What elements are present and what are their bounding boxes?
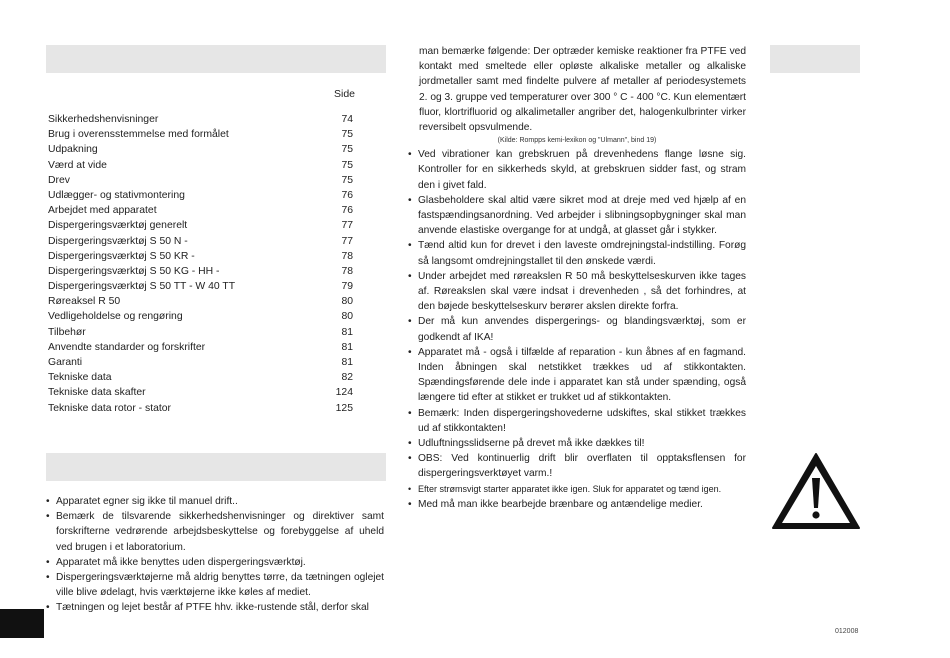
table-of-contents [48,112,353,416]
toc-page-header: Side [333,88,355,100]
left-safety-list [46,494,384,616]
bullet-item [46,600,384,615]
bullet-icon: • [408,194,412,206]
toc-label: Dispergeringsværktøj S 50 KG - HH - [48,265,220,277]
bullet-text: Apparatet må - også i tilfælde af reparation - kun åbnes af en fagmand. Inden åbningen skal netstikket trækkes ud af stikkontakten. Spændingsførende dele inde i apparatet kan stå under spænding, også længere tid efter at stikket er trukket ud af stikkontakten. [418,346,746,404]
toc-row [48,401,353,416]
toc-label: Dispergeringsværktøj S 50 KR - [48,250,195,262]
toc-label: Udpakning [48,144,98,156]
toc-row [48,249,353,264]
bullet-item [408,147,746,193]
toc-page: 82 [341,372,353,384]
bullet-text: Bemærk: Inden dispergeringshovederne udskiftes, skal stikket trækkes ud af stikkontakten! [418,407,746,434]
toc-row [48,112,353,127]
bullet-icon: • [408,498,412,510]
toc-label: Røreaksel R 50 [48,296,121,308]
toc-page: 124 [335,387,353,399]
bullet-item [46,494,384,509]
toc-row [48,279,353,294]
toc-page: 125 [335,402,353,414]
bullet-text: Apparatet må ikke benyttes uden dispergeringsværktøj. [56,556,306,568]
bullet-text: Dispergeringsværktøjerne må aldrig benyttes tørre, da tætningen oglejet ville blive ødelagt, hvis værktøjerne ikke køles af mediet. [56,572,384,599]
toc-label: Sikkerhedshenvisninger [48,114,159,125]
toc-label: Dispergeringsværktøj S 50 N - [48,235,188,247]
toc-page: 81 [341,341,353,353]
bullet-icon: • [408,483,412,494]
toc-label: Garanti [48,357,83,368]
toc-header-bar [46,45,386,73]
toc-row [48,385,353,400]
bullet-text: Efter strømsvigt starter apparatet ikke igen. Sluk for apparatet og tænd igen. [418,483,722,494]
bullet-text: Med må man ikke bearbejde brænbare og antændelige medier. [418,498,703,510]
bullet-item [408,314,746,344]
toc-page: 78 [341,265,353,277]
bullet-icon: • [46,556,50,568]
toc-page: 75 [341,129,353,141]
toc-row [48,234,353,249]
toc-page: 79 [341,281,353,293]
toc-page: 80 [341,296,353,308]
bullet-icon: • [408,149,412,161]
toc-row [48,188,353,203]
bullet-item [46,555,384,570]
bullet-text: Apparatet egner sig ikke til manuel drift.. [56,496,238,507]
bullet-text: Bemærk de tilsvarende sikkerhedshenvisninger og direktiver samt forskrifterne vedrørende arbejdsbeskyttelse og forebyggelse af uheld ved brugen i et laboratorium. [56,511,384,553]
toc-label: Tekniske data skafter [48,387,146,399]
toc-row [48,340,353,355]
toc-page: 75 [341,144,353,156]
bullet-icon: • [408,453,412,465]
bullet-text: OBS: Ved kontinuerlig drift blir overflaten til opptaksflensen for dispergeringsverktøyet varm.! [418,453,746,480]
right-header-bar [770,45,860,73]
bullet-item [408,451,746,481]
bullet-icon: • [408,346,412,358]
toc-label: Tekniske data [48,372,112,384]
toc-page: 81 [341,326,353,338]
toc-page: 80 [341,311,353,323]
toc-page: 74 [341,114,353,125]
page-edge-tab [0,609,44,638]
toc-label: Dispergeringsværktøj generelt [48,220,188,232]
toc-row [48,370,353,385]
bullet-item [408,497,746,512]
bullet-item [408,269,746,315]
toc-label: Tilbehør [48,326,86,338]
toc-row [48,203,353,218]
bullet-icon: • [408,270,412,282]
toc-row [48,325,353,340]
bullet-item [46,509,384,555]
bullet-text: Ved vibrationer kan grebskruen på drevenhedens flange løsne sig. Kontroller for en sikkerheds skyld, at grebskruen sidder fast, og stram den i givet fald. [418,149,746,191]
bullet-item [408,482,746,497]
bullet-item [408,406,746,436]
toc-row [48,173,353,188]
bullet-icon: • [46,496,50,507]
toc-page: 78 [341,250,353,262]
toc-label: Vedligeholdelse og rengøring [48,311,183,323]
toc-page: 76 [341,189,353,201]
toc-label: Tekniske data rotor - stator [48,402,172,414]
toc-row [48,264,353,279]
bullet-icon: • [408,438,412,450]
toc-page: 77 [341,235,353,247]
warning-triangle-icon [770,450,862,532]
bullet-text: Tætningen og lejet består af PTFE hhv. ikke-rustende stål, derfor skal [56,602,369,614]
bullet-text: Der må kun anvendes dispergerings- og blandingsværktøj, som er godkendt af IKA! [418,316,746,343]
toc-label: Brug i overensstemmelse med formålet [48,129,229,141]
toc-row [48,158,353,173]
bullet-text: Tænd altid kun for drevet i den laveste omdrejningstal-indstilling. Forøg så langsomt omdrejningstallet til den ønskede værdi. [418,240,746,267]
document-code: 012008 [835,628,859,635]
toc-label: Drev [48,174,70,186]
bullet-icon: • [46,511,50,523]
toc-page: 81 [341,357,353,368]
toc-label: Anvendte standarder og forskrifter [48,341,206,353]
toc-row [48,309,353,324]
bullet-text: Udluftningsslidserne på drevet må ikke dækkes til! [418,438,645,450]
safety-header-bar [46,453,386,481]
bullet-item [408,238,746,268]
bullet-item [408,436,746,451]
bullet-item [408,193,746,239]
bullet-icon: • [408,316,412,328]
toc-row [48,218,353,233]
toc-page: 75 [341,159,353,171]
ptfe-paragraph: man bemærke følgende: Der optræder kemiske reaktioner fra PTFE ved kontakt med smeltede eller opløste alkaliske metaller og alkaliske jordmetaller samt med findelte pulvere af metaller af periodesystemets 2. og 3. gruppe ved temperaturer over 300 ° C - 400 °C. Kun elementært fluor, klortrifluorid og alkalimetaller angriber det, halogenkulbrinter virker reversibelt opsvulmende. [419,46,746,134]
toc-row [48,127,353,142]
toc-row [48,142,353,157]
bullet-icon: • [408,407,412,419]
bullet-item [408,345,746,406]
toc-label: Dispergeringsværktøj S 50 TT - W 40 TT [48,281,236,293]
toc-label: Værd at vide [48,159,107,171]
toc-page: 76 [341,205,353,217]
toc-label: Udlægger- og stativmontering [48,189,185,201]
right-safety-text [408,44,746,512]
toc-row [48,294,353,309]
toc-page: 75 [341,174,353,186]
bullet-text: Under arbejdet med røreakslen R 50 må beskyttelseskurven ikke tages af. Røreakslen skal være indsat i drevenheden , så det forhindres, at den bøjede beskyttelseskurv berører akslen direkte forfra. [418,270,746,313]
toc-row [48,355,353,370]
bullet-icon: • [46,572,50,584]
bullet-item [46,570,384,600]
toc-page: 77 [341,220,353,232]
toc-label: Arbejdet med apparatet [48,205,157,217]
source-note: (Kilde: Rompps kemi-lexikon og "Ulmann", bind 19) [497,137,657,145]
bullet-icon: • [408,240,412,252]
bullet-icon: • [46,602,50,614]
bullet-text: Glasbeholdere skal altid være sikret mod at dreje med ved hjælp af en fastspændingsanordning. Ved arbejder i slibningsopbygninger skal man anvende elastiske overgange for at undgå, at glasset går i stykker. [418,194,746,237]
